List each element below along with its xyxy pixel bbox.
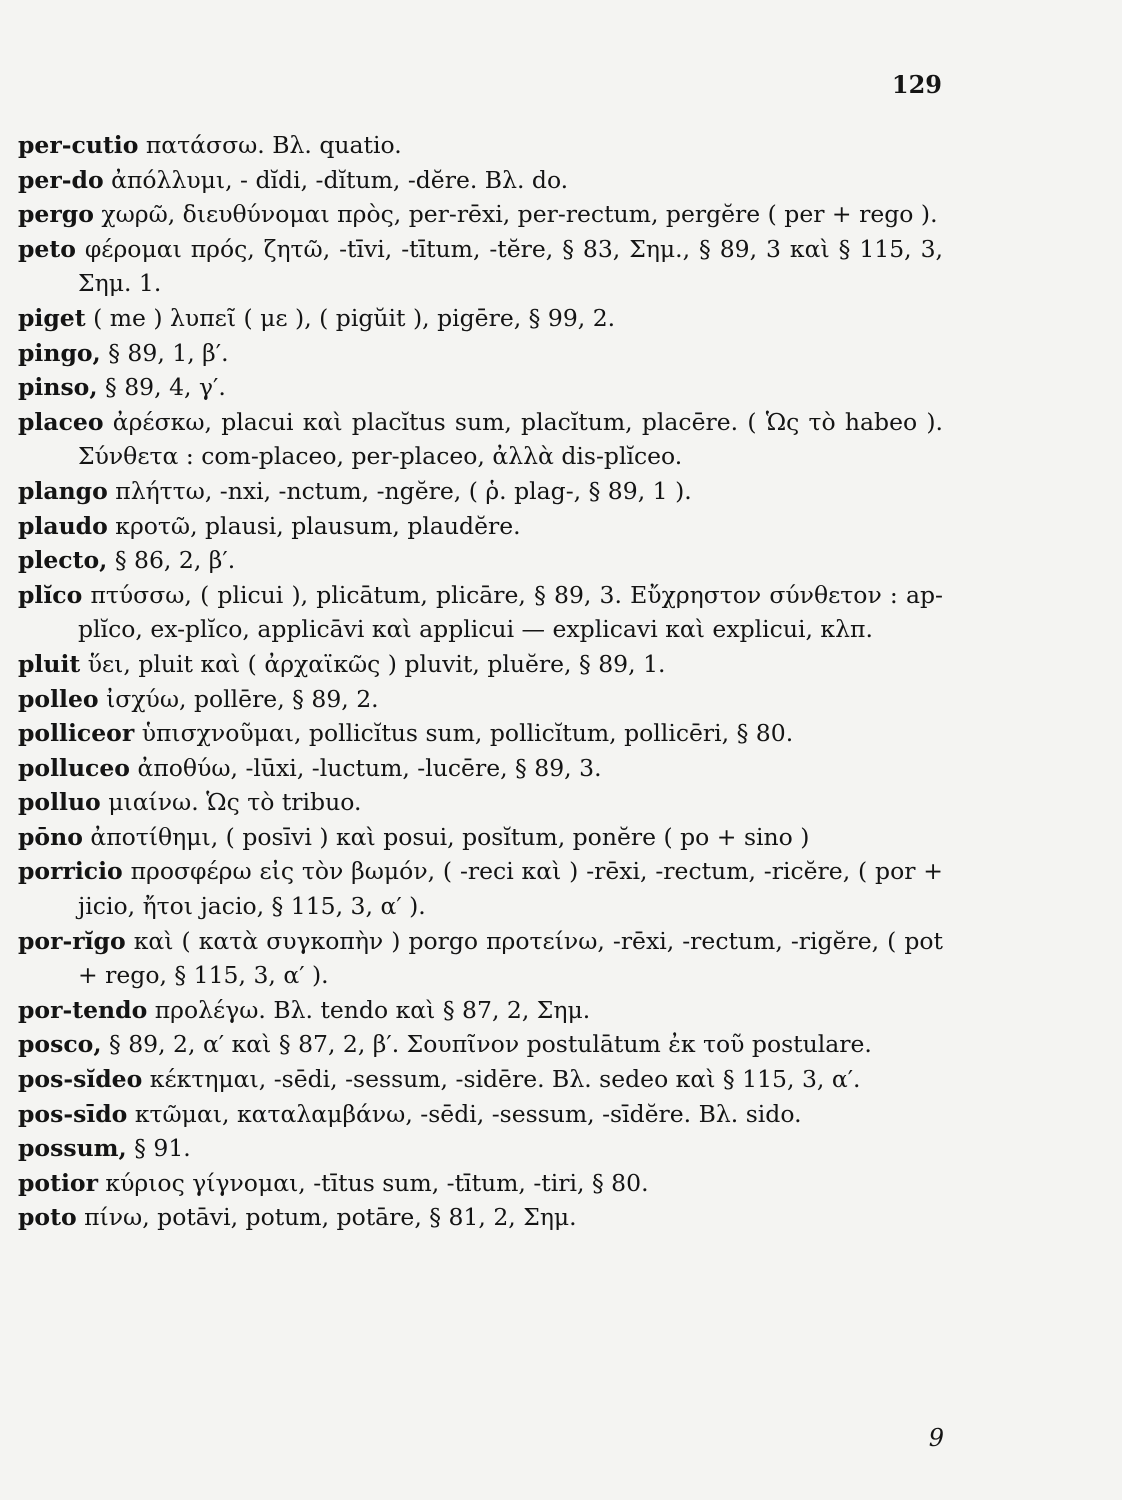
headword: piget	[18, 303, 86, 332]
headword: pos-sĭdeo	[18, 1065, 143, 1094]
entry-text: καὶ ( κατὰ συγκοπὴν ) porgo προτείνω, -rēxi, -rectum, -rigĕre, ( pot + rego, § 115, 3, α′ ).	[78, 926, 943, 990]
headword: polluceo	[18, 753, 130, 782]
entry-text: § 89, 1, β′.	[100, 338, 229, 367]
entry-text: χωρῶ, διευθύνομαι πρὸς, per-rēxi, per-rectum, pergĕre ( per + rego ).	[93, 200, 938, 229]
entry-text: προσφέρω εἰς τὸν βωμόν, ( -reci καὶ ) -rēxi, -rectum, -ricĕre, ( por + jicio, ἤτοι jacio, § 115, 3, α′ ).	[78, 857, 943, 921]
entry	[18, 336, 943, 371]
headword: por-rĭgo	[18, 926, 126, 955]
headword: peto	[18, 234, 76, 263]
entry	[18, 578, 943, 647]
signature-mark: 9	[928, 1424, 944, 1452]
entry	[18, 1097, 943, 1132]
entry-text: § 91.	[126, 1134, 191, 1163]
entry	[18, 785, 943, 820]
entry-text: κροτῶ, plausi, plausum, plaudĕre.	[107, 511, 521, 540]
entry	[18, 1027, 943, 1062]
entry	[18, 716, 943, 751]
headword: pōno	[18, 822, 83, 851]
headword: per-cutio	[18, 131, 139, 159]
headword: pluit	[18, 649, 81, 678]
entry-text: φέρομαι πρός, ζητῶ, -tīvi, -tītum, -tĕre, § 83, Σημ., § 89, 3 καὶ § 115, 3, Σημ. 1.	[75, 234, 943, 298]
headword: per-do	[18, 165, 104, 194]
headword: placeo	[18, 407, 104, 436]
entry	[18, 474, 943, 509]
entry	[18, 924, 943, 993]
entry	[18, 647, 943, 682]
headword: possum,	[18, 1134, 127, 1163]
entry-text: μιαίνω. Ὡς τὸ tribuo.	[100, 788, 362, 817]
entry	[18, 197, 943, 232]
entry-text: προλέγω. Βλ. tendo καὶ § 87, 2, Σημ.	[147, 995, 591, 1024]
entry	[18, 163, 943, 198]
headword: porricio	[18, 857, 123, 886]
headword: poto	[18, 1203, 77, 1232]
entry-text: κέκτημαι, -sēdi, -sessum, -sidēre. Βλ. sedeo καὶ § 115, 3, α′.	[142, 1065, 861, 1094]
entry-text: πίνω, potāvi, potum, potāre, § 81, 2, Σημ.	[76, 1203, 577, 1232]
headword: plecto,	[18, 546, 108, 575]
entry-text: πατάσσω. Βλ. quatio.	[138, 131, 402, 159]
entry	[18, 509, 943, 544]
headword: pingo,	[18, 338, 101, 367]
dictionary-entries	[18, 128, 943, 1235]
page-number: 129	[891, 70, 942, 99]
entry	[18, 1166, 943, 1201]
entry	[18, 751, 943, 786]
headword: pos-sīdo	[18, 1099, 128, 1128]
entry-text: ἀρέσκω, placui καὶ placĭtus sum, placĭtum, placēre. ( Ὡς τὸ habeo ). Σύνθετα : com-placeo, per-placeo, ἀλλὰ dis-plĭceo.	[78, 407, 943, 471]
entry	[18, 820, 943, 855]
entry	[18, 405, 943, 474]
headword: potior	[18, 1168, 98, 1197]
entry-text: ἀπόλλυμι, - dĭdi, -dĭtum, -dĕre. Βλ. do.	[103, 165, 569, 194]
entry	[18, 1062, 943, 1097]
entry-text: ἀποτίθημι, ( posīvi ) καὶ posui, posĭtum, ponĕre ( po + sino )	[82, 822, 810, 851]
entry-text: κύριος γίγνομαι, -tītus sum, -tītum, -tiri, § 80.	[97, 1168, 649, 1197]
entry-text: ( me ) λυπεῖ ( με ), ( pigŭit ), pigēre, § 99, 2.	[85, 303, 616, 332]
entry	[18, 128, 943, 163]
headword: plĭco	[18, 580, 83, 609]
entry-text: πτύσσω, ( plicui ), plicātum, plicāre, § 89, 3. Εὔχρηστον σύνθετον : ap-plĭco, ex-plĭco, applicāvi καὶ applicui — explicavi καὶ explicui, κλπ.	[78, 580, 943, 644]
entry	[18, 1131, 943, 1166]
headword: polluo	[18, 788, 101, 817]
entry-text: § 89, 4, γ′.	[97, 373, 226, 402]
entry-text: ὑπισχνοῦμαι, pollicĭtus sum, pollicĭtum, pollicēri, § 80.	[134, 719, 794, 748]
headword: polleo	[18, 684, 99, 713]
headword: por-tendo	[18, 995, 148, 1024]
headword: pergo	[18, 200, 94, 229]
entry-text: ὕει, pluit καὶ ( ἀρχαϊκῶς ) pluvit, pluĕre, § 89, 1.	[80, 649, 666, 678]
entry	[18, 543, 943, 578]
entry-text: § 86, 2, β′.	[107, 546, 236, 575]
entry-text: πλήττω, -nxi, -nctum, -ngĕre, ( ῥ. plag-, § 89, 1 ).	[107, 476, 692, 505]
entry-text: ἀποθύω, -lūxi, -luctum, -lucēre, § 89, 3.	[129, 753, 602, 782]
entry-text: ἰσχύω, pollēre, § 89, 2.	[98, 684, 379, 713]
entry	[18, 232, 943, 301]
entry	[18, 1200, 943, 1235]
entry-text: κτῶμαι, καταλαμβάνω, -sēdi, -sessum, -sīdĕre. Βλ. sido.	[127, 1099, 802, 1128]
headword: polliceor	[18, 719, 135, 748]
headword: posco,	[18, 1030, 102, 1059]
headword: plaudo	[18, 511, 108, 540]
entry	[18, 993, 943, 1028]
entry	[18, 682, 943, 717]
headword: pinso,	[18, 373, 98, 402]
entry-text: § 89, 2, α′ καὶ § 87, 2, β′. Σουπῖνον postulātum ἐκ τοῦ postulare.	[101, 1030, 872, 1059]
entry	[18, 370, 943, 405]
entry	[18, 301, 943, 336]
entry	[18, 854, 943, 923]
headword: plango	[18, 476, 108, 505]
